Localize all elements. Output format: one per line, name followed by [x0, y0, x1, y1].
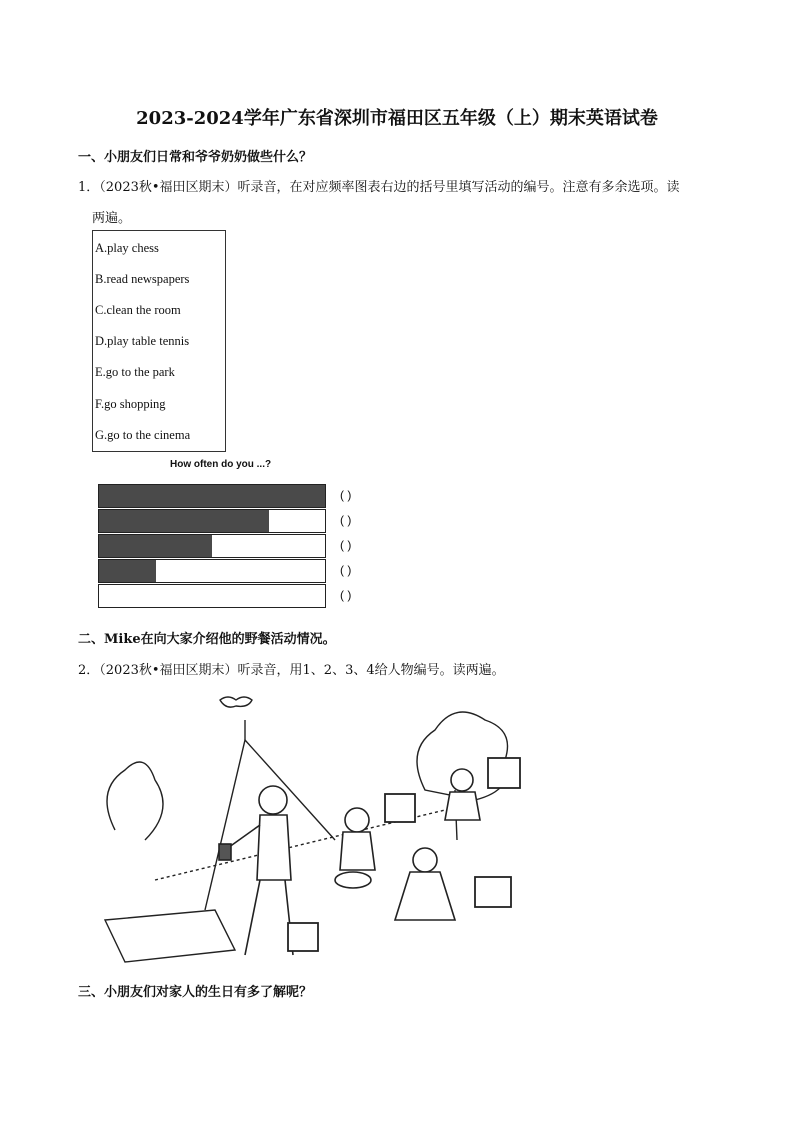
- chart-bar-3: [98, 534, 326, 558]
- boy-2-head: [451, 769, 473, 791]
- section-3-heading: 三、小朋友们对家人的生日有多了解呢？: [78, 985, 313, 1000]
- option-f: F.go shopping: [95, 397, 166, 411]
- question-1-text-cont: 两遍。: [92, 211, 132, 226]
- girl-1-head: [345, 808, 369, 832]
- chart-bar-1: [98, 484, 326, 508]
- girl-2-head: [413, 848, 437, 872]
- plate-icon: [335, 872, 371, 888]
- chart-bar-fill-2: [99, 510, 269, 532]
- chart-bar-5: [98, 584, 326, 608]
- label-box-2[interactable]: [385, 794, 415, 822]
- label-box-1[interactable]: [288, 923, 318, 951]
- question-2-text: 2．（2023秋•福田区期末）听录音，用1、2、3、4给人物编号。读两遍。: [78, 663, 505, 678]
- label-box-4[interactable]: [488, 758, 520, 788]
- cloud-icon: [220, 697, 252, 707]
- picnic-illustration: [95, 680, 535, 970]
- boy-person-head: [259, 786, 287, 814]
- boy-person-body: [257, 815, 291, 880]
- chart-title: How often do you ...?: [170, 459, 272, 470]
- section-1-heading: 一、小朋友们日常和爷爷奶奶做些什么？: [78, 150, 313, 165]
- answer-blank-1[interactable]: ( ): [340, 488, 352, 502]
- chart-bar-fill-4: [99, 560, 156, 582]
- option-a: A.play chess: [95, 241, 159, 255]
- answer-blank-4[interactable]: ( ): [340, 563, 352, 577]
- label-box-3[interactable]: [475, 877, 511, 907]
- chart-bar-fill-1: [99, 485, 325, 507]
- chart-bar-4: [98, 559, 326, 583]
- option-g: G.go to the cinema: [95, 428, 191, 442]
- answer-blank-3[interactable]: ( ): [340, 538, 352, 552]
- smoke-icon: [107, 762, 163, 840]
- option-c: C.clean the room: [95, 303, 181, 317]
- section-2-heading: 二、Mike在向大家介绍他的野餐活动情况。: [78, 632, 336, 647]
- answer-blank-5[interactable]: ( ): [340, 588, 352, 602]
- grill-icon: [105, 910, 235, 962]
- option-d: D.play table tennis: [95, 334, 190, 348]
- answer-blank-2[interactable]: ( ): [340, 513, 352, 527]
- chart-bar-2: [98, 509, 326, 533]
- option-b: B.read newspapers: [95, 272, 190, 286]
- chart-bar-fill-3: [99, 535, 212, 557]
- option-e: E.go to the park: [95, 365, 175, 379]
- options-box: [92, 230, 226, 452]
- question-1-text: 1．（2023秋•福田区期末）听录音，在对应频率图表右边的括号里填写活动的编号。注意有多余选项。读: [78, 180, 680, 195]
- page-title: 2023-2024学年广东省深圳市福田区五年级（上）期末英语试卷: [136, 108, 658, 129]
